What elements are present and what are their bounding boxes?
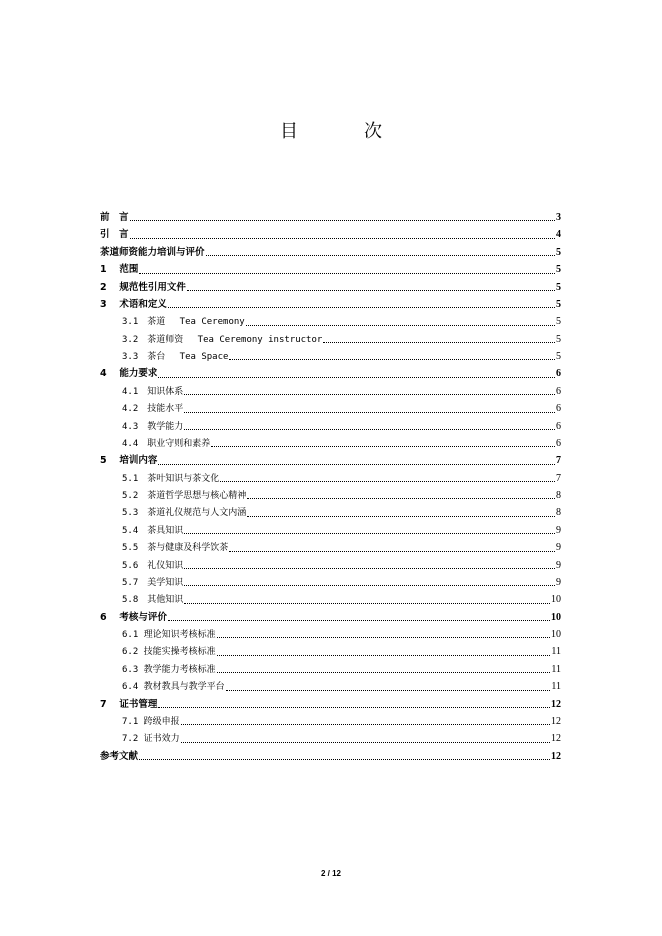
toc-entry-page-number: 12 bbox=[551, 733, 561, 745]
toc-entry-label: 3.3 茶台 Tea Space bbox=[122, 352, 229, 362]
dot-leader bbox=[229, 550, 555, 552]
toc-entry[interactable] bbox=[100, 313, 561, 330]
toc-entry-page-number: 5 bbox=[556, 281, 561, 293]
toc-entry[interactable] bbox=[100, 383, 561, 400]
dot-leader bbox=[139, 758, 550, 760]
dot-leader bbox=[130, 219, 555, 221]
toc-entry-label: 5 培训内容 bbox=[100, 455, 158, 467]
toc-entry[interactable] bbox=[100, 713, 561, 730]
toc-entry-page-number: 7 bbox=[556, 472, 561, 484]
toc-entry-label: 3.2 茶道师资 Tea Ceremony instructor bbox=[122, 334, 323, 345]
toc-entry-label: 5.4 茶具知识 bbox=[122, 525, 184, 536]
dot-leader bbox=[158, 463, 555, 465]
toc-entry-page-number: 8 bbox=[556, 490, 561, 501]
dot-leader bbox=[220, 480, 555, 482]
toc-entry-label: 3 术语和定义 bbox=[100, 298, 167, 310]
toc-entry-page-number: 6 bbox=[556, 368, 561, 380]
toc-entry-label: 6.4 教材教具与教学平台 bbox=[122, 682, 225, 693]
toc-entry-label: 参考文献 bbox=[100, 750, 139, 762]
toc-entry-label: 4.3 教学能力 bbox=[122, 421, 184, 432]
toc-entry[interactable] bbox=[100, 226, 561, 243]
toc-entry[interactable] bbox=[100, 418, 561, 435]
dot-leader bbox=[247, 497, 555, 499]
toc-entry[interactable] bbox=[100, 678, 561, 695]
toc-entry-label: 6.1 理论知识考核标准 bbox=[122, 630, 216, 640]
toc-entry-page-number: 4 bbox=[556, 229, 561, 241]
toc-entry[interactable] bbox=[100, 522, 561, 539]
toc-entry-page-number: 5 bbox=[556, 333, 561, 345]
toc-entry-label: 5.6 礼仪知识 bbox=[122, 560, 184, 571]
toc-entry-page-number: 3 bbox=[556, 212, 561, 223]
dot-leader bbox=[168, 619, 550, 621]
toc-entry[interactable] bbox=[100, 557, 561, 574]
toc-entry[interactable] bbox=[100, 661, 561, 678]
toc-entry-page-number: 9 bbox=[556, 524, 561, 536]
toc-entry-page-number: 12 bbox=[551, 698, 561, 710]
toc-entry-label: 3.1 茶道 Tea Ceremony bbox=[122, 317, 245, 328]
toc-entry[interactable] bbox=[100, 504, 561, 521]
toc-entry[interactable] bbox=[100, 643, 561, 660]
dot-leader bbox=[229, 358, 555, 360]
toc-entry-label: 5.3 茶道礼仪规范与人文内涵 bbox=[122, 508, 247, 519]
toc-entry[interactable] bbox=[100, 748, 561, 765]
dot-leader bbox=[184, 393, 555, 395]
toc-entry-page-number: 8 bbox=[556, 507, 561, 519]
toc-entry-label: 6 考核与评价 bbox=[100, 611, 167, 623]
toc-entry-page-number: 11 bbox=[551, 681, 561, 693]
toc-entry-label: 4.1 知识体系 bbox=[122, 386, 184, 397]
toc-entry[interactable] bbox=[100, 331, 561, 348]
toc-entry-label: 4 能力要求 bbox=[100, 368, 158, 380]
toc-entry-page-number: 9 bbox=[556, 542, 561, 554]
dot-leader bbox=[247, 515, 555, 517]
dot-leader bbox=[139, 272, 555, 274]
toc-entry-page-number: 9 bbox=[556, 559, 561, 571]
dot-leader bbox=[217, 654, 551, 656]
toc-entry-label: 茶道师资能力培训与评价 bbox=[100, 246, 205, 258]
toc-entry[interactable] bbox=[100, 244, 561, 261]
toc-entry[interactable] bbox=[100, 730, 561, 747]
toc-entry-page-number: 5 bbox=[556, 264, 561, 276]
toc-entry-page-number: 12 bbox=[551, 715, 561, 727]
toc-entry-label: 5.2 茶道哲学思想与核心精神 bbox=[122, 491, 247, 501]
toc-entry-page-number: 5 bbox=[556, 316, 561, 328]
toc-entry-label: 6.2 技能实操考核标准 bbox=[122, 647, 216, 658]
toc-entry[interactable] bbox=[100, 348, 561, 365]
toc-entry-page-number: 7 bbox=[556, 455, 561, 467]
toc-entry-label: 5.7 美学知识 bbox=[122, 577, 184, 588]
toc-entry[interactable] bbox=[100, 487, 561, 504]
toc-entry-label: 6.3 教学能力考核标准 bbox=[122, 664, 216, 675]
toc-entry[interactable] bbox=[100, 539, 561, 556]
dot-leader bbox=[226, 689, 551, 691]
dot-leader bbox=[206, 254, 555, 256]
table-of-contents bbox=[100, 209, 561, 765]
dot-leader bbox=[158, 706, 550, 708]
dot-leader bbox=[187, 289, 555, 291]
toc-entry[interactable] bbox=[100, 365, 561, 382]
toc-entry-label: 1 范围 bbox=[100, 264, 139, 276]
dot-leader bbox=[184, 428, 555, 430]
toc-entry-page-number: 6 bbox=[556, 385, 561, 397]
toc-entry-page-number: 10 bbox=[551, 611, 561, 623]
toc-entry[interactable] bbox=[100, 400, 561, 417]
toc-entry[interactable] bbox=[100, 279, 561, 296]
toc-entry-label: 5.1 茶叶知识与茶文化 bbox=[122, 473, 220, 484]
dot-leader bbox=[246, 324, 555, 326]
toc-entry-page-number: 6 bbox=[556, 420, 561, 432]
dot-leader bbox=[130, 237, 555, 239]
toc-entry-label: 5.5 茶与健康及科学饮茶 bbox=[122, 543, 229, 554]
dot-leader bbox=[184, 567, 555, 569]
toc-entry[interactable] bbox=[100, 609, 561, 626]
toc-entry-label: 2 规范性引用文件 bbox=[100, 281, 186, 293]
page-title: 目 次 bbox=[280, 121, 406, 142]
dot-leader bbox=[323, 341, 555, 343]
toc-entry-label: 7 证书管理 bbox=[100, 698, 158, 710]
toc-entry-page-number: 5 bbox=[556, 351, 561, 362]
page-number: 2 / 12 bbox=[320, 869, 341, 878]
toc-entry-label: 4.4 职业守则和素养 bbox=[122, 438, 211, 449]
toc-entry-page-number: 12 bbox=[551, 750, 561, 762]
toc-entry-label: 前 言 bbox=[100, 212, 129, 223]
toc-entry-page-number: 10 bbox=[551, 629, 561, 640]
toc-entry-label: 5.8 其他知识 bbox=[122, 595, 184, 606]
toc-entry-label: 4.2 技能水平 bbox=[122, 404, 184, 415]
toc-entry[interactable] bbox=[100, 435, 561, 452]
dot-leader bbox=[181, 723, 550, 725]
toc-entry[interactable] bbox=[100, 574, 561, 591]
toc-entry-label: 7.2 证书效力 bbox=[122, 734, 180, 745]
toc-entry[interactable] bbox=[100, 626, 561, 643]
dot-leader bbox=[181, 741, 550, 743]
toc-entry-page-number: 11 bbox=[551, 646, 561, 658]
toc-entry-page-number: 10 bbox=[551, 594, 561, 606]
dot-leader bbox=[158, 376, 555, 378]
dot-leader bbox=[168, 306, 555, 308]
toc-entry[interactable] bbox=[100, 209, 561, 226]
dot-leader bbox=[184, 602, 550, 604]
toc-entry[interactable] bbox=[100, 470, 561, 487]
dot-leader bbox=[211, 445, 555, 447]
dot-leader bbox=[184, 532, 555, 534]
dot-leader bbox=[184, 411, 555, 413]
toc-entry-page-number: 6 bbox=[556, 437, 561, 449]
toc-entry-label: 引 言 bbox=[100, 229, 129, 241]
toc-entry[interactable] bbox=[100, 452, 561, 469]
toc-entry[interactable] bbox=[100, 591, 561, 608]
toc-entry-page-number: 9 bbox=[556, 576, 561, 588]
dot-leader bbox=[184, 584, 555, 586]
toc-entry-page-number: 6 bbox=[556, 403, 561, 415]
dot-leader bbox=[217, 636, 550, 638]
toc-entry-label: 7.1 跨级申报 bbox=[122, 716, 180, 727]
toc-entry[interactable] bbox=[100, 296, 561, 313]
toc-entry-page-number: 5 bbox=[556, 298, 561, 310]
dot-leader bbox=[217, 671, 551, 673]
toc-entry-page-number: 5 bbox=[556, 246, 561, 258]
toc-entry[interactable] bbox=[100, 261, 561, 278]
toc-entry[interactable] bbox=[100, 696, 561, 713]
toc-entry-page-number: 11 bbox=[551, 663, 561, 675]
